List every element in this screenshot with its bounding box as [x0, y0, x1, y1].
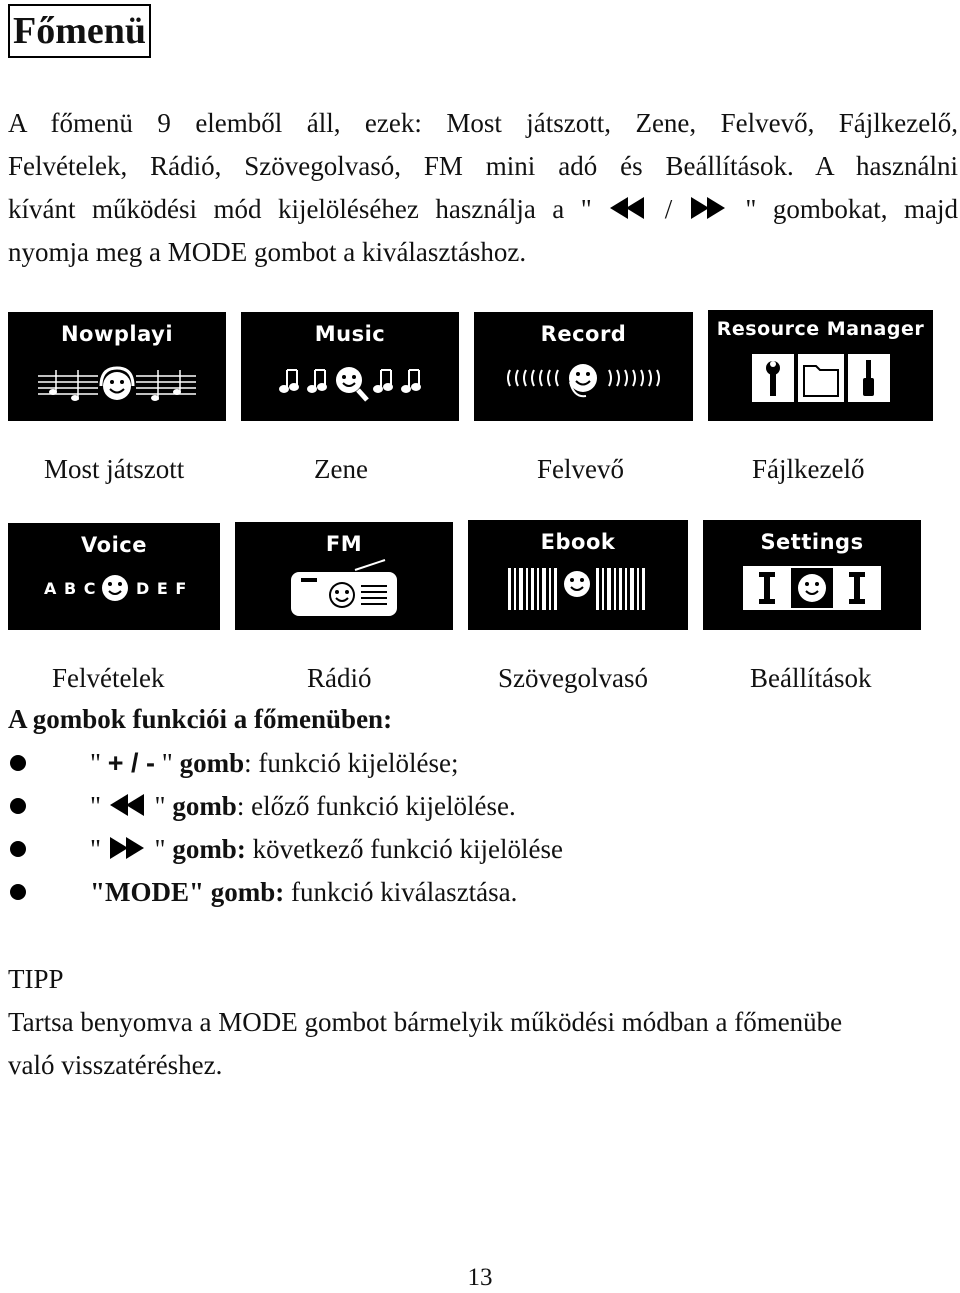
- caption-zene: Zene: [314, 454, 368, 484]
- rewind-icon: [108, 792, 148, 826]
- caption-szovegolvaso: Szövegolvasó: [498, 663, 648, 693]
- bullet-dot: [10, 884, 26, 900]
- tip-line-2: való visszatéréshez.: [8, 1050, 223, 1080]
- intro-line-2: Felvételek, Rádió, Szövegolvasó, FM mini adó és Beállítások. A használni: [8, 151, 958, 181]
- menu-screen-record: [474, 312, 693, 421]
- screen-title: Nowplayi: [60, 322, 174, 346]
- screen-title: Music: [314, 322, 386, 346]
- plus-minus-key: + / -: [107, 748, 156, 778]
- intro-line-3-pre: kívánt működési mód kijelöléséhez használja a ": [8, 194, 592, 224]
- radio-icon: [235, 522, 453, 630]
- caption-beallitasok: Beállítások: [750, 663, 872, 693]
- quote: ": [154, 834, 166, 864]
- quote: ": [90, 791, 102, 821]
- bullet-text: funkció kiválasztása.: [284, 877, 518, 907]
- screen-title: FM: [325, 532, 363, 556]
- caption-felvetelek: Felvételek: [52, 663, 165, 693]
- bullet-dot: [10, 841, 26, 857]
- record-icon: [474, 312, 693, 421]
- bullet-text: : funkció kijelölése;: [244, 748, 459, 778]
- barcode-icon: [468, 520, 688, 630]
- tip-line-1: Tartsa benyomva a MODE gombot bármelyik működési módban a főmenübe: [8, 1007, 843, 1037]
- menu-screen-nowplaying: [8, 312, 226, 421]
- rewind-icon: [608, 191, 648, 234]
- gear-icon: [703, 520, 921, 630]
- bullet-bold: gomb: [172, 748, 245, 778]
- intro-line-3-sep: /: [664, 194, 673, 224]
- buttons-heading: A gombok funkciói a főmenüben:: [8, 704, 393, 734]
- bullet-text: következő funkció kijelölése: [245, 834, 563, 864]
- quote: ": [90, 748, 108, 778]
- bullet-bold: gomb:: [165, 834, 246, 864]
- screen-title: Settings: [760, 530, 864, 554]
- intro-line-4: nyomja meg a MODE gombot a kiválasztáshoz.: [8, 237, 527, 267]
- bullet-dot: [10, 798, 26, 814]
- quote: ": [90, 834, 102, 864]
- caption-fajlkezelo: Fájlkezelő: [752, 454, 865, 484]
- bullet-text: : előző funkció kijelölése.: [236, 791, 516, 821]
- menu-screen-fm: [235, 522, 453, 630]
- bullet-bold: gomb: [165, 791, 237, 821]
- screen-title: Record: [540, 322, 627, 346]
- tip-heading: TIPP: [8, 964, 64, 994]
- fast-forward-icon: [108, 835, 148, 869]
- bullet-bold: "MODE" gomb:: [90, 877, 285, 907]
- menu-screen-music: [241, 312, 459, 421]
- caption-most-jatszott: Most játszott: [44, 454, 185, 484]
- screen-title: Resource Manager: [716, 318, 925, 340]
- voice-letters-right: D E F: [136, 579, 188, 598]
- caption-felvevo: Felvevő: [537, 454, 624, 484]
- bullet-dot: [10, 755, 26, 771]
- menu-screen-resource-manager: [708, 310, 933, 421]
- menu-screen-settings: [703, 520, 921, 630]
- quote: ": [154, 791, 166, 821]
- intro-line-3-post: " gombokat, majd: [745, 194, 959, 224]
- page-title: Főmenü: [8, 4, 151, 58]
- music-staff-icon: [8, 312, 226, 421]
- quote: ": [155, 748, 173, 778]
- screen-title: Ebook: [540, 530, 616, 554]
- intro-line-1: A főmenü 9 elemből áll, ezek: Most játszott, Zene, Felvevő, Fájlkezelő,: [8, 108, 958, 138]
- menu-screen-voice: [8, 523, 220, 630]
- intro-line-3: [8, 188, 958, 234]
- screen-title: Voice: [81, 533, 147, 557]
- menu-screen-ebook: [468, 520, 688, 630]
- smiley-icon: [8, 523, 220, 630]
- caption-radio: Rádió: [307, 663, 372, 693]
- music-note-icon: [241, 312, 459, 421]
- fast-forward-icon: [689, 191, 729, 234]
- voice-letters-left: A B C: [44, 579, 97, 598]
- page-number: 13: [467, 1264, 493, 1291]
